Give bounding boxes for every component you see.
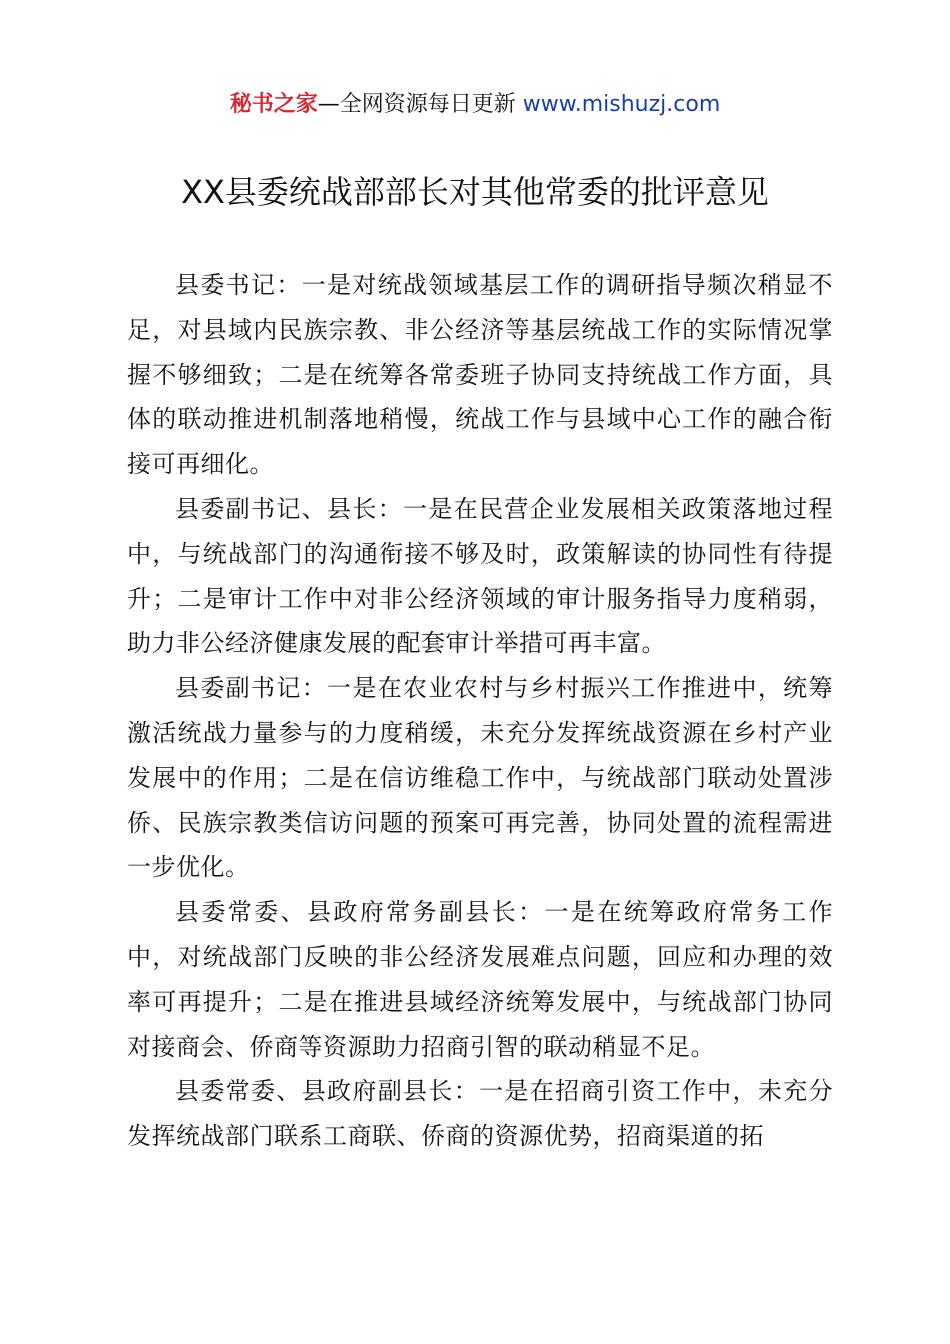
paragraph-deputy-secretary-county-head: 县委副书记、县长：一是在民营企业发展相关政策落地过程中，与统战部门的沟通衔接不够及时，政策解读的协同性有待提升；二是审计工作中对非公经济领域的审计服务指导力度稍弱，助力非公经济健康发展的配套审计举措可再丰富。 bbox=[127, 494, 833, 658]
paragraph-deputy-secretary: 县委副书记：一是在农业农村与乡村振兴工作推进中，统筹激活统战力量参与的力度稍缓，未充分发挥统战资源在乡村产业发展中的作用；二是在信访维稳工作中，与统战部门联动处置涉侨、民族宗教类信访问题的预案可再完善，协同处置的流程需进一步优化。 bbox=[127, 674, 833, 882]
paragraph-deputy-county-head: 县委常委、县政府副县长：一是在招商引资工作中，未充分发挥统战部门联系工商联、侨商的资源优势，招商渠道的拓 bbox=[127, 1077, 833, 1151]
document-title: XX县委统战部部长对其他常委的批评意见 bbox=[181, 173, 769, 211]
site-tagline: —全网资源每日更新 bbox=[317, 92, 523, 117]
paragraph-executive-deputy-county-head: 县委常委、县政府常务副县长：一是在统筹政府常务工作中，对统战部门反映的非公经济发展难点问题，回应和办理的效率可再提升；二是在推进县域经济统筹发展中，与统战部门协同对接商会、侨商等资源助力招商引智的联动稍显不足。 bbox=[127, 898, 833, 1061]
document-body bbox=[127, 263, 833, 1159]
site-url-link[interactable]: www.mishuzj.com bbox=[522, 92, 721, 117]
paragraph-county-secretary: 县委书记：一是对统战领域基层工作的调研指导频次稍显不足，对县域内民族宗教、非公经济等基层统战工作的实际情况掌握不够细致；二是在统筹各常委班子协同支持统战工作方面，具体的联动推进机制落地稍慢，统战工作与县域中心工作的融合衔接可再细化。 bbox=[127, 271, 833, 479]
site-brand: 秘书之家 bbox=[229, 92, 318, 117]
site-header bbox=[0, 88, 950, 122]
